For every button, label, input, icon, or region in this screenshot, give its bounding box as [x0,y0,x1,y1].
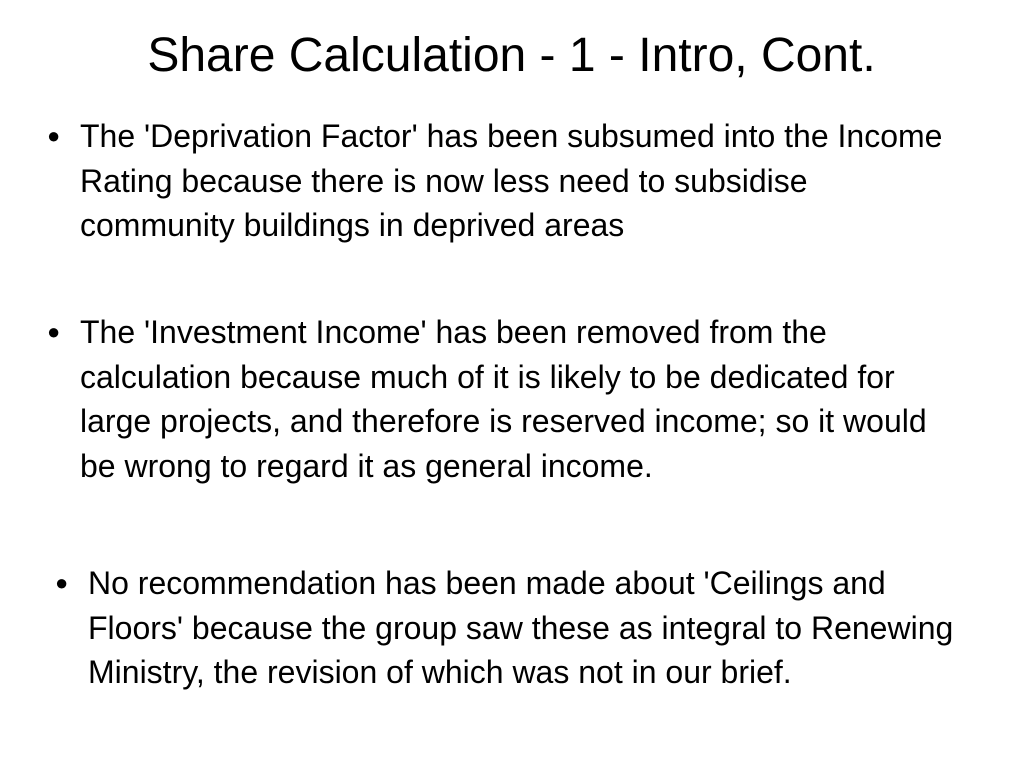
bullet-item [55,561,968,695]
slide-title: Share Calculation - 1 - Intro, Cont. [147,29,876,82]
bullet-item [47,310,970,489]
bullet-text: The 'Investment Income' has been removed from the calculation because much of it is likely to be dedicated for large projects, and therefore is reserved income; so it would be wrong to regard it as general income. [80,314,927,485]
bullet-dot-icon: ● [47,319,61,344]
bullet-dot-icon: ● [47,123,61,148]
bullet-dot-icon: ● [55,570,69,595]
bullet-item [47,114,960,248]
bullet-text: The 'Deprivation Factor' has been subsumed into the Income Rating because there is now less need to subsidise community buildings in deprived areas [80,118,943,244]
bullet-text: No recommendation has been made about 'Ceilings and Floors' because the group saw these as integral to Renewing Ministry, the revision of which was not in our brief. [88,565,954,691]
